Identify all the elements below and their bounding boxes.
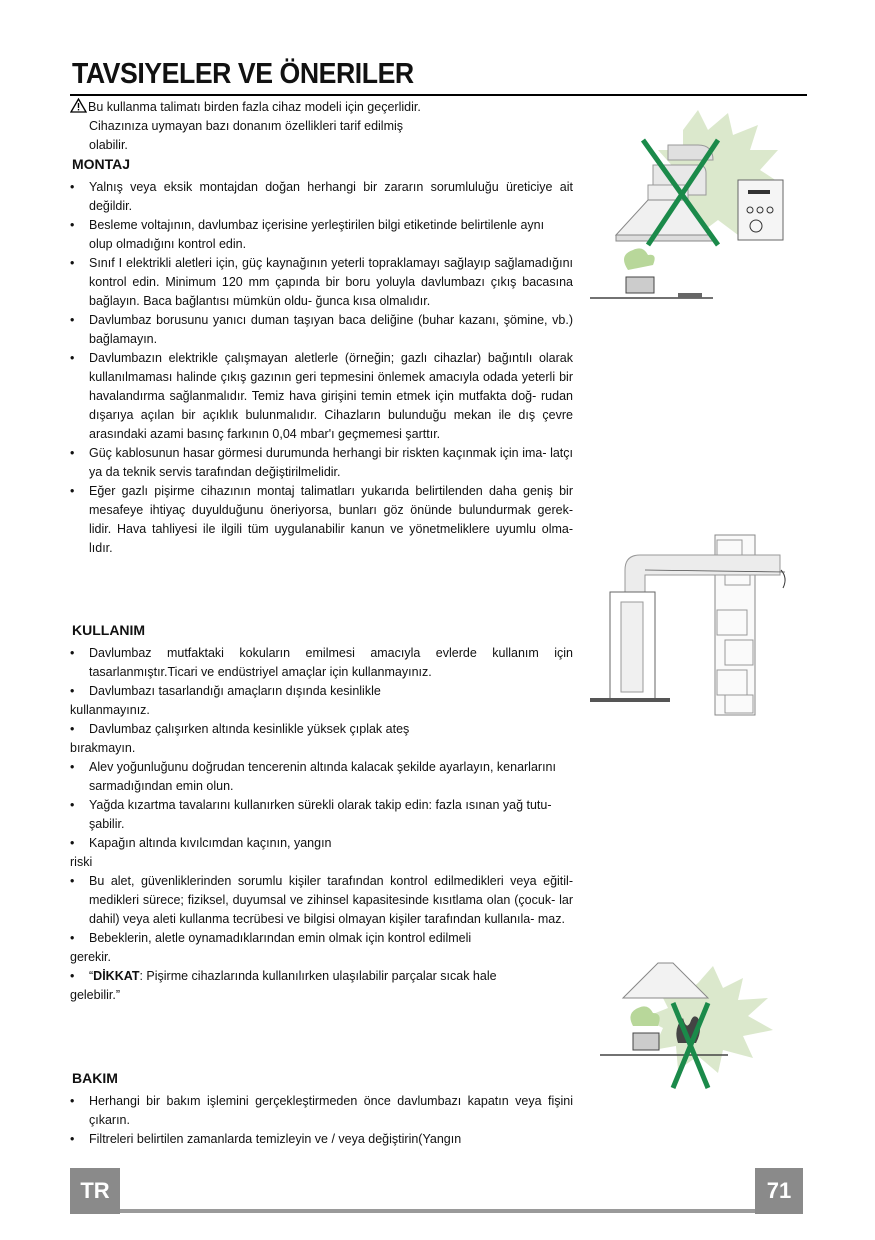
list-item: • Yalnış veya eksik montajdan doğan herhangi bir zararın sorumluluğu üreticiye ait değildir.	[70, 180, 573, 213]
dikkat-label: DİKKAT	[93, 969, 140, 983]
list-item: • Bu alet, güvenliklerinden sorumlu kişiler tarafından kontrol edilmedikleri veya eğitil- medikleri sürece; fiziksel, duyumsal ve zihinsel kapasitesinde kısıtlama olan (çocuk- lar dahil) veya aleti kullanma tecrübesi ve bilgisi olmayan kişiler tarafından kullanıla- maz.	[70, 874, 573, 926]
page-number: 71	[755, 1168, 803, 1214]
list-item: • Herhangi bir bakım işlemini gerçekleştirmeden önce davlumbazı kapatın veya fişini çıkarın.	[70, 1094, 573, 1127]
list-item-cont: gerekir.	[70, 950, 111, 964]
list-item: • “DİKKAT: Pişirme cihazlarında kullanılırken ulaşılabilir parçalar sıcak hale	[70, 969, 497, 983]
list-item-cont: gelebilir.”	[70, 988, 121, 1002]
bakim-list	[70, 1092, 573, 1149]
list-item: • Güç kablosunun hasar görmesi durumunda herhangi bir riskten kaçınmak için ima- latçı ya da teknik servis tarafından değiştirilmelidir.	[70, 446, 573, 479]
list-item: • Davlumbaz borusunu yanıcı duman taşıyan baca deliğine (buhar kazanı, şömine, vb.) bağlamayın.	[70, 313, 573, 346]
list-item-cont: kullanmayınız.	[70, 703, 150, 717]
hood-boiler-illustration	[588, 105, 798, 305]
warning-note	[70, 96, 490, 155]
flambe-warning-illustration	[598, 958, 798, 1093]
warning-line-2: Cihazınıza uymayan bazı donanım özellikleri tarif edilmiş	[89, 119, 404, 133]
list-item: • Davlumbazı tasarlandığı amaçların dışında kesinlikle	[70, 684, 381, 698]
language-tab: TR	[70, 1168, 120, 1214]
warning-triangle-icon	[70, 96, 88, 117]
kullanim-heading: KULLANIM	[72, 622, 146, 638]
list-item: • Kapağın altında kıvılcımdan kaçının, yangın	[70, 836, 332, 850]
bakim-heading: BAKIM	[72, 1070, 118, 1086]
page-title: TAVSIYELER VE ÖNERILER	[72, 58, 414, 90]
list-item: • Davlumbaz mutfaktaki kokuların emilmesi amacıyla evlerde kullanım için tasarlanmıştır.Ticari ve endüstriyel amaçlar için kullanmayınız.	[70, 646, 573, 679]
warning-line-1: Bu kullanma talimatı birden fazla cihaz modeli için geçerlidir.	[88, 100, 421, 114]
list-item-cont: olup olmadığını kontrol edin.	[89, 237, 247, 251]
footer-rule	[120, 1209, 755, 1213]
warning-line-3: olabilir.	[89, 138, 128, 152]
list-item: • Filtreleri belirtilen zamanlarda temizleyin ve / veya değiştirin(Yangın	[70, 1132, 462, 1146]
kullanim-list	[70, 644, 573, 1005]
list-item: • Eğer gazlı pişirme cihazının montaj talimatları yukarıda belirtilenden daha geniş bir mesafeye ihtiyaç duyulduğunu öneriyorsa, bunları göz önünde bulundurmak gerek- lidir. Hava tahliyesi ile ilgili tüm uygulanabilir kanun ve yönetmeliklere uyumlu olma- lıdır.	[70, 484, 573, 555]
list-item-cont: riski	[70, 855, 93, 869]
montaj-list	[70, 178, 573, 558]
list-item: • Besleme voltajının, davlumbaz içerisine yerleştirilen bilgi etiketinde belirtilenle aynı	[70, 218, 545, 232]
list-item: • Davlumbaz çalışırken altında kesinlikle yüksek çıplak ateş	[70, 722, 410, 736]
list-item: • Alev yoğunluğunu doğrudan tencerenin altında kalacak şekilde ayarlayın, kenarlarını	[70, 760, 556, 774]
list-item: • Davlumbazın elektrikle çalışmayan aletlerle (örneğin; gazlı cihazlar) bağıntılı olarak kullanılmaması halinde çıkış gazının geri tepmesini önlemek amacıyla odada yeterli bir havalandırma sağlanmalıdır. Temiz hava girişini temin etmek için mutfakta doğ- rudan dışarıya açılan bir açıklık bulunmalıdır. Cihazların bulunduğu mekan ile dış çevre arasındaki azami basınç farkının 0,04 mbar'ı geçmemesi şarttır.	[70, 351, 573, 441]
list-item: • Bebeklerin, aletle oynamadıklarından emin olmak için kontrol edilmeli	[70, 931, 472, 945]
list-item: • Sınıf I elektrikli aletleri için, güç kaynağının yeterli topraklamayı sağlayıp sağlamadığını kontrol edin. Minimum 120 mm çapında bir boru yoluyla davlumbazı çıkış bacasına bağlayın. Baca bağlantısı mümkün oldu- ğunca kısa olmalıdır.	[70, 256, 573, 308]
list-item-cont: sarmadığından emin olun.	[89, 779, 234, 793]
montaj-heading: MONTAJ	[72, 156, 131, 172]
duct-wall-illustration	[585, 530, 800, 720]
list-item-cont: şabilir.	[89, 817, 125, 831]
list-item-cont: bırakmayın.	[70, 741, 136, 755]
list-item: • Yağda kızartma tavalarını kullanırken sürekli olarak takip edin: fazla ısınan yağ tutu-	[70, 798, 552, 812]
